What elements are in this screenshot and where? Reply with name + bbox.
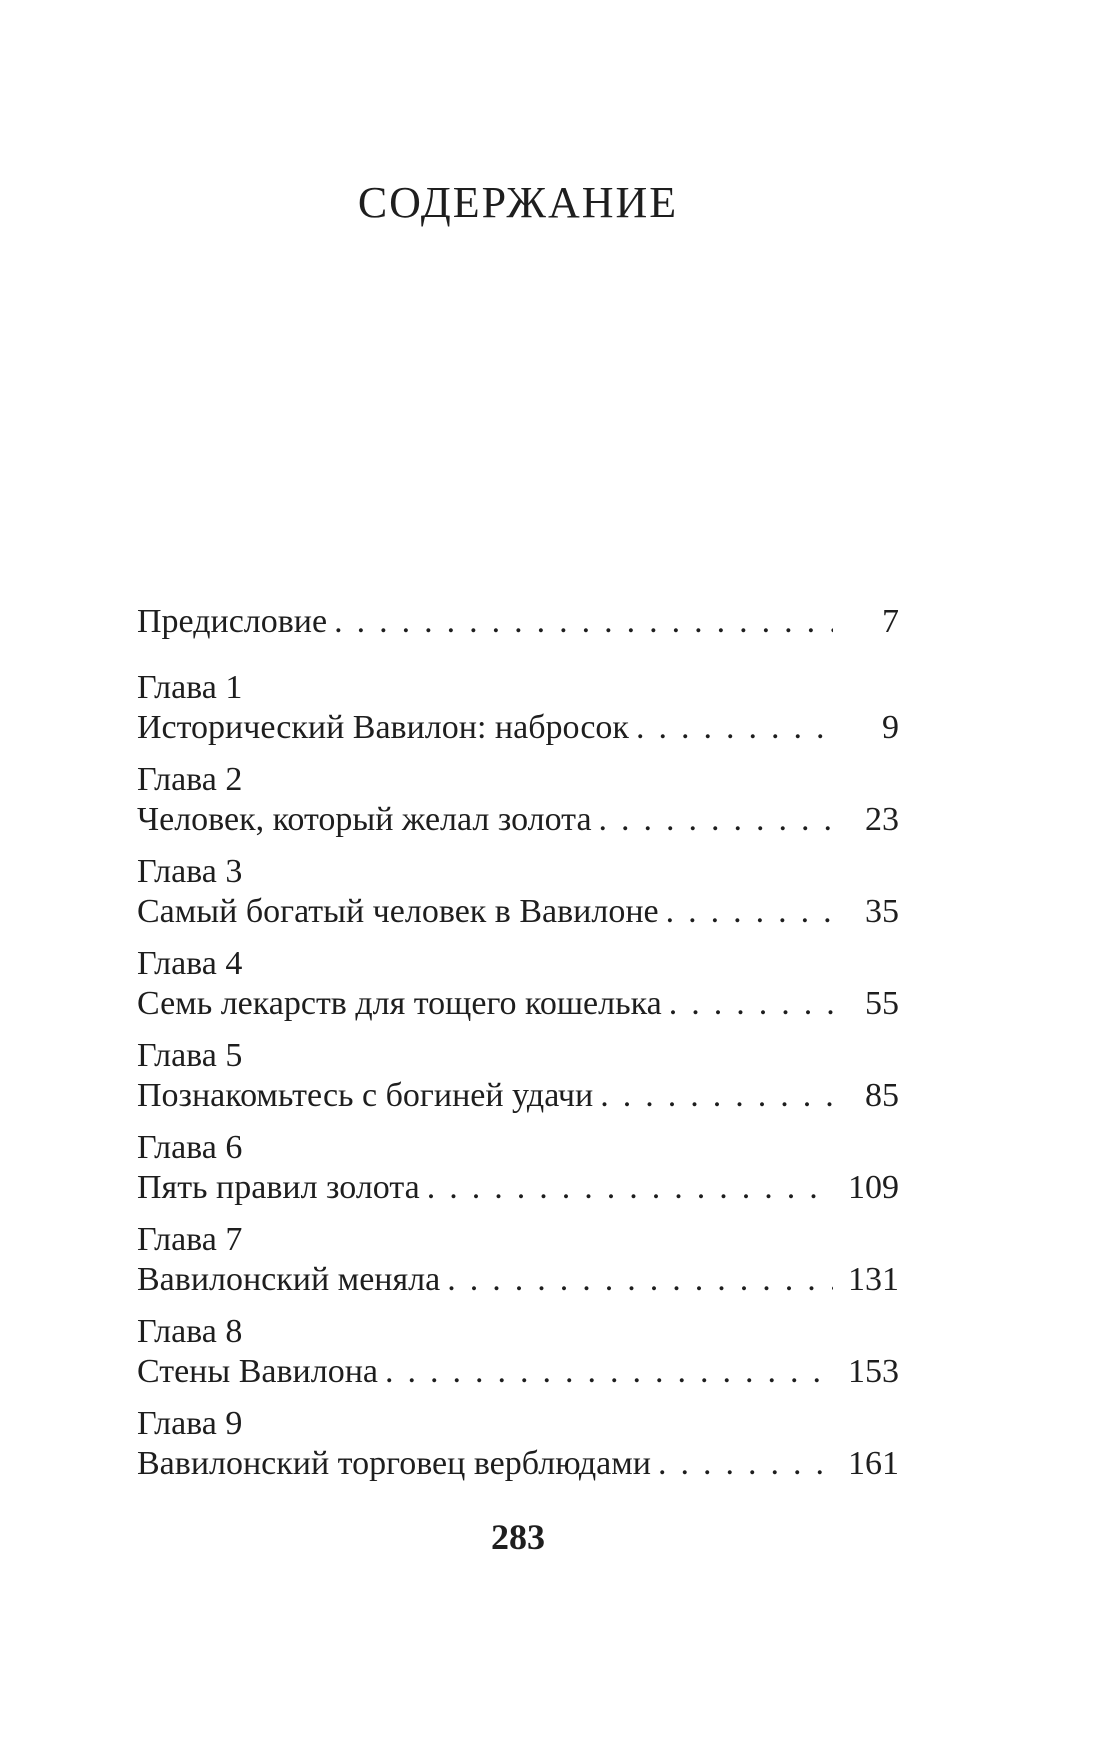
toc-entry-label: Предисловие — [137, 603, 328, 640]
toc-chapter-title-row — [137, 1444, 899, 1484]
toc-chapter-heading-row — [137, 1312, 899, 1352]
toc-chapter-heading-row — [137, 1220, 899, 1260]
dot-leader — [651, 1444, 833, 1484]
page-title: СОДЕРЖАНИЕ — [357, 178, 679, 227]
toc-chapter-page-number: 109 — [848, 1169, 899, 1206]
dot-leader — [420, 1168, 833, 1208]
dot-leader — [327, 602, 833, 642]
toc-chapter-heading-row — [137, 1404, 899, 1444]
toc-chapter-page-number: 131 — [848, 1261, 899, 1298]
dot-leader — [659, 892, 833, 932]
toc-chapter-list — [137, 668, 899, 1484]
folio-page-number: 283 — [491, 1517, 545, 1557]
toc-entry-preface — [137, 602, 899, 642]
toc-chapter-entry — [137, 1404, 899, 1484]
toc-chapter-heading-row — [137, 668, 899, 708]
toc-chapter-heading: Глава 6 — [137, 1129, 243, 1166]
dot-leader — [662, 984, 833, 1024]
toc-chapter-title-row — [137, 1352, 899, 1392]
book-page — [137, 0, 899, 1557]
toc-chapter-title-row — [137, 892, 899, 932]
toc-chapter-page-number: 55 — [865, 985, 899, 1022]
toc-chapter-title: Пять правил золота — [137, 1169, 420, 1206]
dot-leader — [629, 708, 833, 748]
toc-chapter-heading: Глава 5 — [137, 1037, 243, 1074]
toc-chapter-entry — [137, 1128, 899, 1208]
toc-chapter-heading-row — [137, 1128, 899, 1168]
toc-chapter-title: Семь лекарств для тощего кошелька — [137, 985, 662, 1022]
toc-chapter-heading: Глава 4 — [137, 945, 243, 982]
toc-chapter-heading: Глава 2 — [137, 761, 243, 798]
toc-chapter-entry — [137, 852, 899, 932]
toc-chapter-heading: Глава 7 — [137, 1221, 243, 1258]
toc-chapter-heading: Глава 9 — [137, 1405, 243, 1442]
toc-chapter-title-row — [137, 1168, 899, 1208]
toc-chapter-title: Исторический Вавилон: набросок — [137, 709, 629, 746]
toc-chapter-title-row — [137, 984, 899, 1024]
dot-leader — [440, 1260, 833, 1300]
toc-chapter-title: Вавилонский торговец верблюдами — [137, 1445, 651, 1482]
toc-chapter-title: Стены Вавилона — [137, 1353, 378, 1390]
toc-chapter-page-number: 153 — [848, 1353, 899, 1390]
toc-chapter-title-row — [137, 708, 899, 748]
dot-leader — [592, 800, 833, 840]
toc-chapter-entry — [137, 760, 899, 840]
toc-chapter-page-number: 9 — [882, 709, 899, 746]
toc-chapter-page-number: 161 — [848, 1445, 899, 1482]
toc-chapter-heading: Глава 1 — [137, 669, 243, 706]
toc-chapter-title: Самый богатый человек в Вавилоне — [137, 893, 659, 930]
toc-chapter-entry — [137, 944, 899, 1024]
dot-leader — [378, 1352, 833, 1392]
toc-chapter-heading-row — [137, 944, 899, 984]
toc-chapter-heading-row — [137, 760, 899, 800]
toc-chapter-title-row — [137, 800, 899, 840]
toc-chapter-entry — [137, 1220, 899, 1300]
toc-entry-page-number: 7 — [882, 603, 899, 640]
toc-chapter-title: Познакомьтесь с богиней удачи — [137, 1077, 594, 1114]
toc-chapter-heading: Глава 3 — [137, 853, 243, 890]
toc-chapter-title-row — [137, 1260, 899, 1300]
toc-chapter-entry — [137, 1036, 899, 1116]
toc-chapter-entry — [137, 668, 899, 748]
toc-chapter-heading-row — [137, 1036, 899, 1076]
toc-chapter-page-number: 35 — [865, 893, 899, 930]
toc-chapter-heading: Глава 8 — [137, 1313, 243, 1350]
toc-chapter-title: Вавилонский меняла — [137, 1261, 441, 1298]
toc-chapter-title-row — [137, 1076, 899, 1116]
toc-chapter-title: Человек, который желал золота — [137, 801, 592, 838]
toc-chapter-page-number: 85 — [865, 1077, 899, 1114]
toc-chapter-entry — [137, 1312, 899, 1392]
table-of-contents — [137, 602, 899, 1484]
toc-chapter-page-number: 23 — [865, 801, 899, 838]
page-footer — [137, 1517, 899, 1557]
toc-chapter-heading-row — [137, 852, 899, 892]
dot-leader — [593, 1076, 833, 1116]
